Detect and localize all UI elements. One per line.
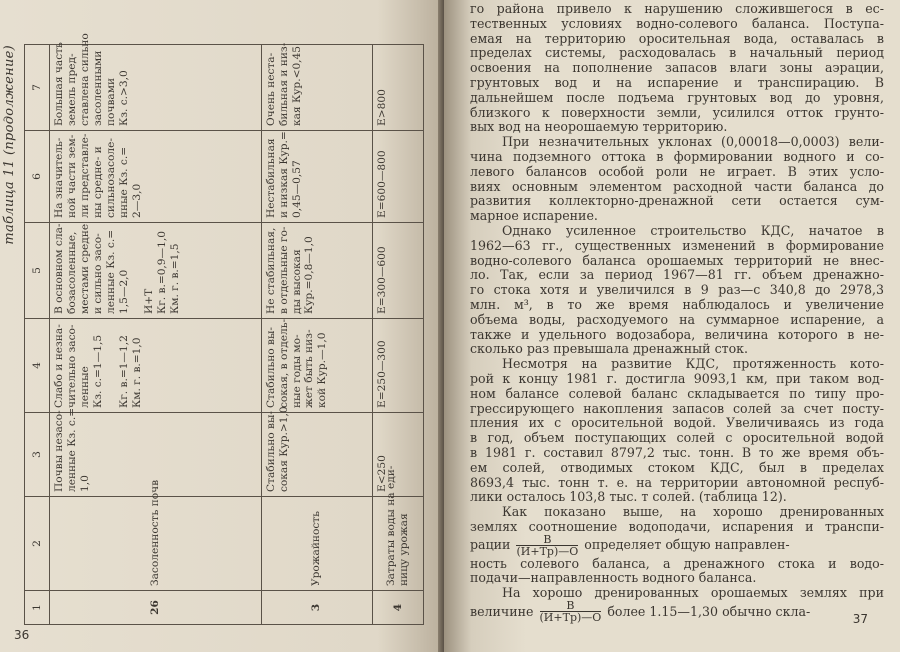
cell-text-line: Км. г. в.=1,0	[130, 337, 143, 408]
cell-text-line: Почвы незасо-	[53, 410, 65, 492]
formula-line-1-before: рации	[470, 537, 511, 553]
cell-text-line: Кг. в.=0,9—1,0	[156, 231, 169, 314]
cell-text-line: Е=300—600	[375, 246, 388, 314]
text-line: грунтовых вод и на испарение и транспирацию. В	[470, 74, 884, 90]
cell-text-line: И+Т	[143, 288, 156, 314]
table-cell	[372, 45, 423, 131]
cell-text-line: Кз. с.=1—1,5	[91, 334, 104, 408]
column-header: 7	[25, 45, 50, 131]
text-line: землях соотношение водоподачи, испарения и транспи-	[470, 518, 884, 534]
left-page	[0, 0, 444, 652]
text-line: виях основным элементом расходной части баланса до	[470, 178, 884, 194]
cell-text-line: кой Кур.—1,0	[316, 332, 329, 408]
text-line: Как показано выше, на хорошо дренированных	[502, 504, 884, 520]
cell-text-line: 0,45—0,57	[290, 160, 303, 218]
cell-text-line: 1,0	[78, 475, 91, 492]
cell-text-line: сокая, в отдель-	[277, 318, 290, 408]
cell-text-line: Затраты воды на еди-	[385, 465, 398, 586]
cell-text-line: местами средне	[78, 223, 91, 314]
formula-fraction-1	[516, 532, 579, 558]
text-line: Несмотря на развитие КДС, протяженность кото-	[502, 356, 884, 372]
cell-text-line: сокая Кур.>1,0	[277, 406, 290, 492]
table-cell	[372, 131, 423, 223]
cell-text-line: ставлена сильно	[78, 33, 91, 126]
cell-text-line: земель пред-	[65, 53, 78, 126]
table-11-rotated	[2, 33, 424, 625]
cell-text-line: почвами	[104, 77, 117, 126]
cell-text-line: На значитель-	[53, 137, 65, 218]
formula-numerator: В	[543, 532, 552, 546]
cell-text-line: В основном сла-	[53, 223, 65, 314]
text-line: вых вод на неорошаемую территорию.	[470, 119, 728, 135]
cell-text-line: Большая часть	[53, 42, 65, 126]
text-line: пределах системы, расходовалась в начальный период	[470, 45, 884, 61]
formula-line-2-after: более 1.15—1,30 обычно скла-	[607, 603, 811, 619]
cell-text-line: сильнозасоле-	[104, 138, 117, 218]
text-line: тественных условиях водно-солевого баланса. Поступа-	[470, 15, 884, 31]
text-line: развития коллекторно-дренажной сети остается сум-	[470, 193, 884, 209]
table-11	[24, 33, 424, 625]
text-line: ло. Так, если за период 1967—81 гг. объем дренажно-	[470, 267, 884, 283]
text-line: рой к концу 1981 г. достигла 9093,1 км, при таком вод-	[470, 370, 884, 386]
text-line: емая на территорию оросительная вода, оставалась в	[470, 30, 884, 46]
cell-text-line: ленные Кз. с.=	[65, 407, 78, 492]
text-line: лики осталось 103,8 тыс. т солей. (таблица 12).	[470, 489, 787, 505]
cell-text-line: кая Кур.<0,45	[290, 45, 303, 126]
text-line: Однако усиленное строительство КДС, начатое в	[502, 222, 884, 238]
cell-text-line: 2—3,0	[130, 183, 143, 218]
cell-text-line: Нестабильная	[264, 138, 277, 218]
table-cell	[261, 319, 372, 413]
text-line: пления их с оросительной водой. Увеличиваясь из года	[470, 415, 884, 431]
formula-fraction-2	[540, 601, 602, 623]
cell-text-line: Слабо и незна-	[53, 324, 65, 408]
table-header-row	[25, 45, 50, 625]
text-line: в год, объем поступающих солей с оросительной водой	[470, 430, 884, 446]
text-line: водно-солевого баланса орошаемых территорий не внес-	[470, 252, 884, 268]
cell-text-line: чительно засо-	[65, 324, 78, 408]
text-line: млн. м³, в то же время наблюдалось и увеличение	[470, 296, 884, 312]
text-line: в 1981 г. составил 8797,2 тыс. тонн. В то же время объ-	[470, 444, 884, 460]
page-number-left: 36	[14, 628, 30, 642]
cell-text-line: Е=600—800	[375, 150, 388, 218]
cell-text-line: ницу урожая	[397, 513, 410, 586]
cell-text-line: ды высокая	[290, 249, 303, 314]
formula-denominator: (И+Тр)—О	[516, 544, 579, 558]
cell-text-line: Кг. в.=1—1,2	[117, 335, 130, 408]
row-number: 26	[50, 591, 262, 625]
row-number: 3	[261, 591, 372, 625]
column-header: 3	[25, 413, 50, 497]
formula-line-2	[470, 601, 884, 623]
column-header: 6	[25, 131, 50, 223]
cell-text-line: Стабильно вы-	[264, 411, 277, 492]
cell-text-line: Не стабильная,	[264, 227, 277, 314]
table-cell	[372, 319, 423, 413]
text-line: также и удельного водозабора, величина которого в не-	[470, 326, 884, 342]
row-number: 4	[372, 591, 423, 625]
text-line: левого балансов особой роли не играет. В этих усло-	[470, 163, 884, 179]
cell-text-line: бильная и низ-	[277, 42, 290, 126]
cell-text-line: Е<250	[375, 455, 388, 492]
body-text	[470, 2, 884, 623]
text-line: марное испарение.	[470, 208, 598, 224]
text-line: освоения на пополнение запасов влаги зоны аэрации,	[470, 60, 884, 76]
cell-text-line	[105, 323, 118, 408]
cell-text-line: бозасоленные,	[65, 231, 78, 314]
text-line: 1962—63 гг., существенных изменений в формирование	[470, 237, 884, 253]
cell-text-line: ной части зем-	[65, 134, 78, 218]
text-line: го стока хотя и увеличился в 9 раз—с 340,8 до 2978,3	[470, 282, 884, 298]
formula-line-1-after: определяет общую направлен-	[584, 537, 790, 553]
cell-text-line: нные Кз. с.=	[117, 146, 130, 218]
table-cell	[50, 319, 262, 413]
cell-text-line: Е=250—300	[375, 340, 388, 408]
right-page	[444, 0, 900, 652]
table-row	[372, 45, 423, 625]
table-row	[50, 45, 262, 625]
cell-text-line: Урожайность	[310, 511, 323, 586]
cell-text-line: ные годы мо-	[290, 334, 303, 408]
table-caption: таблица 11 (продолжение)	[2, 45, 17, 245]
formula-line-2-before: величине	[470, 603, 534, 619]
cell-text-line: Засоленность почв	[148, 479, 161, 586]
text-line: объема воды, расходуемого на суммарное испарение, а	[470, 311, 884, 327]
cell-text-line: Е>800	[375, 89, 388, 126]
table-row	[261, 45, 372, 625]
cell-text-line: и низкая Кур.=	[277, 131, 290, 218]
cell-text-line: Км. г. в.=1,5	[169, 243, 182, 314]
cell-text-line: и сильно засо-	[91, 233, 104, 314]
text-line: ем солей, отводимых стоком КДС, был в пределах	[470, 459, 884, 475]
cell-text-line: Кз. с.>3,0	[117, 70, 130, 126]
column-header: 4	[25, 319, 50, 413]
column-header: 2	[25, 497, 50, 591]
table-cell	[372, 223, 423, 319]
text-line: 8693,4 тыс. тонн т. е. на территории автономной респуб-	[470, 474, 884, 490]
table-cell	[50, 33, 262, 131]
table-cell	[261, 42, 372, 131]
text-line: На хорошо дренированных орошаемых землях при	[502, 585, 884, 601]
text-line: дальнейшем после подъема грунтовых вод до уровня,	[470, 89, 884, 105]
table-cell	[261, 406, 372, 497]
cell-text-line: Очень неста-	[264, 52, 277, 126]
text-line: го района привело к нарушению сложившегося в ес-	[470, 1, 884, 16]
column-header: 1	[25, 591, 50, 625]
table-cell	[261, 223, 372, 319]
table-cell	[372, 413, 423, 497]
row-indicator	[261, 497, 372, 591]
cell-text-line: ленные Кз. с.=	[104, 229, 117, 314]
text-line: чина подземного оттока в формировании водного и со-	[470, 148, 884, 164]
cell-text-line: ли представле-	[78, 133, 91, 218]
text-line: ном балансе солевой баланс складывается по типу про-	[470, 385, 884, 401]
cell-text-line: засоленными	[91, 50, 104, 126]
text-line: При незначительных уклонах (0,00018—0,0003) вели-	[502, 134, 884, 150]
cell-text-line	[131, 227, 144, 314]
formula-denominator: (И+Тр)—О	[539, 611, 602, 625]
text-line: сколько раз превышала дренажный сток.	[470, 341, 749, 357]
text-line: грессирующего накопления запасов солей за счет посту-	[470, 400, 884, 416]
table-cell	[50, 131, 262, 223]
formula-line-1	[470, 532, 884, 558]
text-line: подачи—направленность водного баланса.	[470, 570, 757, 586]
text-line: близкого к поверхности земли, усилился отток грунто-	[470, 104, 884, 120]
table-cell	[50, 223, 262, 319]
text-line: ность солевого баланса, а дренажного стока и водо-	[470, 555, 884, 571]
table-cell	[261, 131, 372, 223]
cell-text-line: Кур.=0,8—1,0	[303, 236, 316, 314]
cell-text-line: ны средне- и	[91, 146, 104, 218]
cell-text-line: 1,5—2,0	[117, 269, 130, 314]
column-header: 5	[25, 223, 50, 319]
cell-text-line: ленные	[78, 366, 91, 408]
cell-text-line: в отдельные го-	[277, 226, 290, 314]
page-number-right: 37	[852, 612, 868, 626]
cell-text-line: жет быть низ-	[303, 329, 316, 408]
formula-numerator: В	[566, 599, 575, 613]
cell-text-line: Стабильно вы-	[264, 327, 277, 408]
